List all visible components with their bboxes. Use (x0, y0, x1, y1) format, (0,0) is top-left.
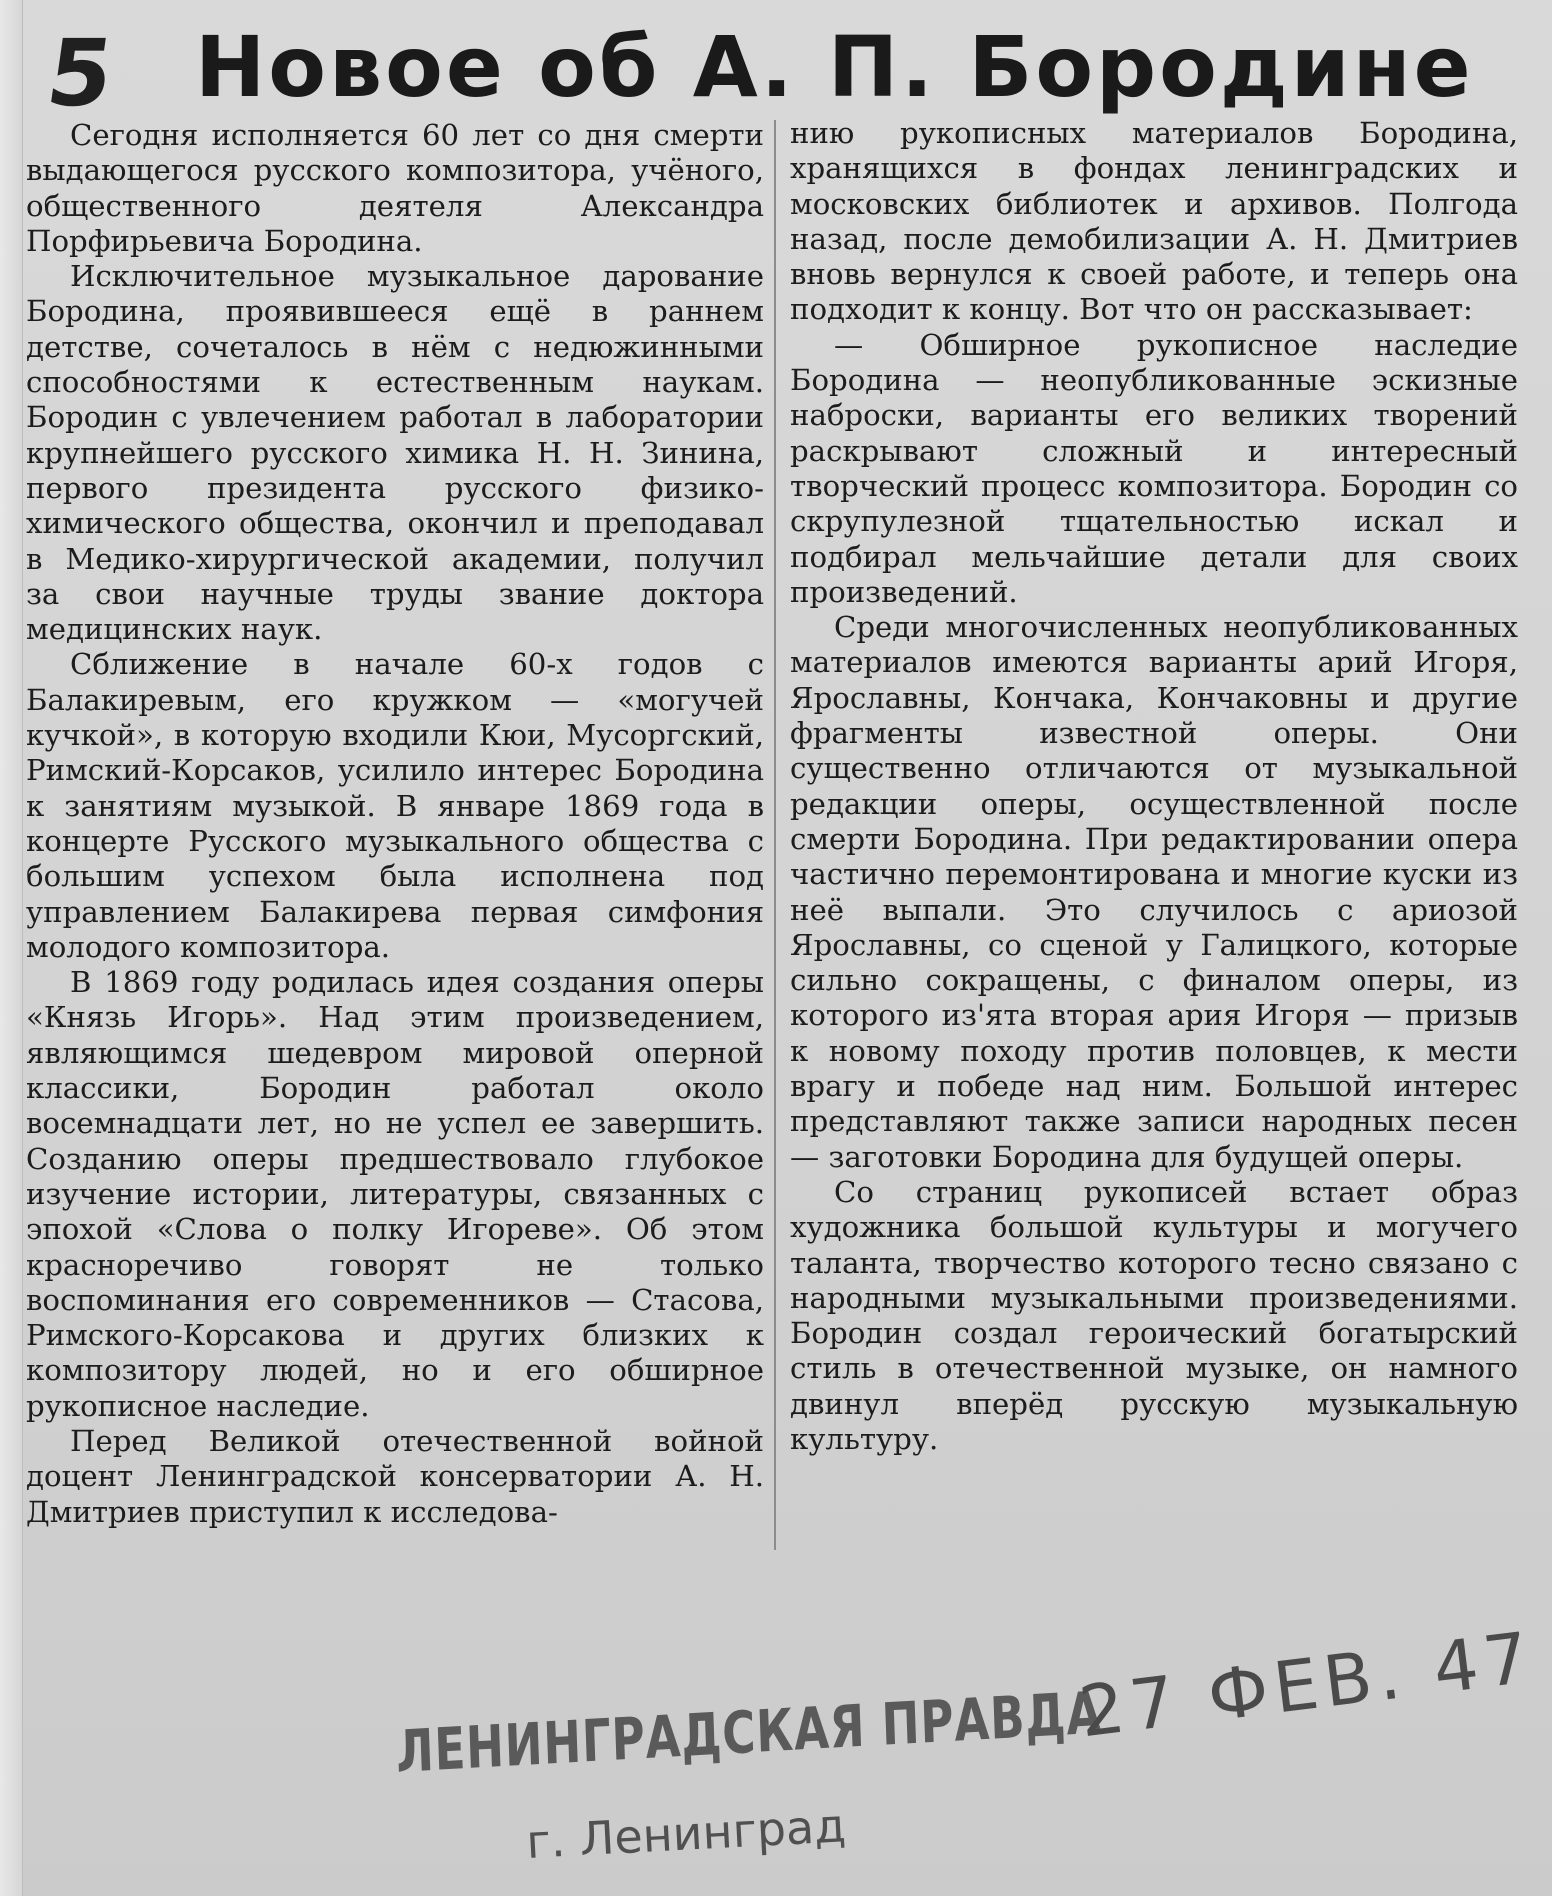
newspaper-name-stamp: ЛЕНИНГРАДСКАЯ ПРАВДА (395, 1678, 1104, 1786)
paragraph: Среди многочисленных неопубликованных материалов имеются варианты арий Игоря, Ярославны, Кончака, Кончаковны и другие фрагменты известной оперы. Они существенно отличаются от музыкальной редакции оперы, осуществленной после смерти Бородина. При редактировании опера частично перемонтирована и многие куски из неё выпали. Это случилось с ариозой Ярославны, со сценой у Галицкого, которые сильно сокращены, с финалом оперы, из которого из'ята вторая ария Игоря — призыв к новому походу против половцев, к мести врагу и победе над ним. Большой интерес представляют также записи народных песен — заготовки Бородина для будущей оперы. (790, 610, 1518, 1174)
paragraph: В 1869 году родилась идея создания оперы «Князь Игорь». Над этим произведением, являющимся шедевром мировой оперной классики, Бородин работал около восемнадцати лет, но не успел ее завершить. Созданию оперы предшествовало глубокое изучение истории, литературы, связанных с эпохой «Слова о полку Игореве». Об этом красноречиво говорят не только воспоминания его современников — Стасова, Римского-Корсакова и других близких к композитору людей, но и его обширное рукописное наследие. (26, 965, 764, 1423)
paragraph: — Обширное рукописное наследие Бородина — неопубликованные эскизные наброски, варианты его великих творений раскрывают сложный и интересный творческий процесс композитора. Бородин со скрупулезной тщательностью искал и подбирал мельчайшие детали для своих произведений. (790, 327, 1518, 609)
paragraph: Перед Великой отечественной войной доцент Ленинградской консерватории А. Н. Дмитриев приступил к исследова- (26, 1423, 764, 1529)
article-left-column (26, 118, 764, 1530)
paragraph: Сегодня исполняется 60 лет со дня смерти выдающегося русского композитора, учёного, общественного деятеля Александра Порфирьевича Бородина. (26, 118, 764, 258)
handwritten-number: 5 (40, 20, 120, 127)
paragraph: Исключительное музыкальное дарование Бородина, проявившееся ещё в раннем детстве, сочеталось в нём с недюжинными способностями к естественным наукам. Бородин с увлечением работал в лаборатории крупнейшего русского химика Н. Н. Зинина, первого президента русского физико-химического общества, окончил и преподавал в Медико-хирургической академии, получил за свои научные труды звание доктора медицинских наук. (26, 259, 764, 647)
article-headline: Новое об А. П. Бородине (195, 18, 1474, 116)
article-right-column (790, 116, 1518, 1457)
paragraph: нию рукописных материалов Бородина, хранящихся в фондах ленинградских и московских библиотек и архивов. Полгода назад, после демобилизации А. Н. Дмитриев вновь вернулся к своей работе, и теперь она подходит к концу. Вот что он рассказывает: (790, 116, 1518, 327)
city-stamp: г. Ленинград (525, 1798, 848, 1869)
paragraph: Со страниц рукописей встает образ художника большой культуры и могучего таланта, творчество которого тесно связано с народными музыкальными произведениями. Бородин создал героический богатырский стиль в отечественной музыке, он намного двинул вперёд русскую музыкальную культуру. (790, 1174, 1518, 1456)
column-divider (774, 120, 776, 1550)
paragraph: Сближение в начале 60-х годов с Балакиревым, его кружком — «могучей кучкой», в которую входили Кюи, Мусоргский, Римский-Корсаков, усилило интерес Бородина к занятиям музыкой. В январе 1869 года в концерте Русского музыкального общества с большим успехом была исполнена под управлением Балакирева первая симфония молодого композитора. (26, 647, 764, 964)
date-stamp: 27 ФЕВ. 47 (1075, 1616, 1540, 1754)
paper-edge (0, 0, 23, 1896)
